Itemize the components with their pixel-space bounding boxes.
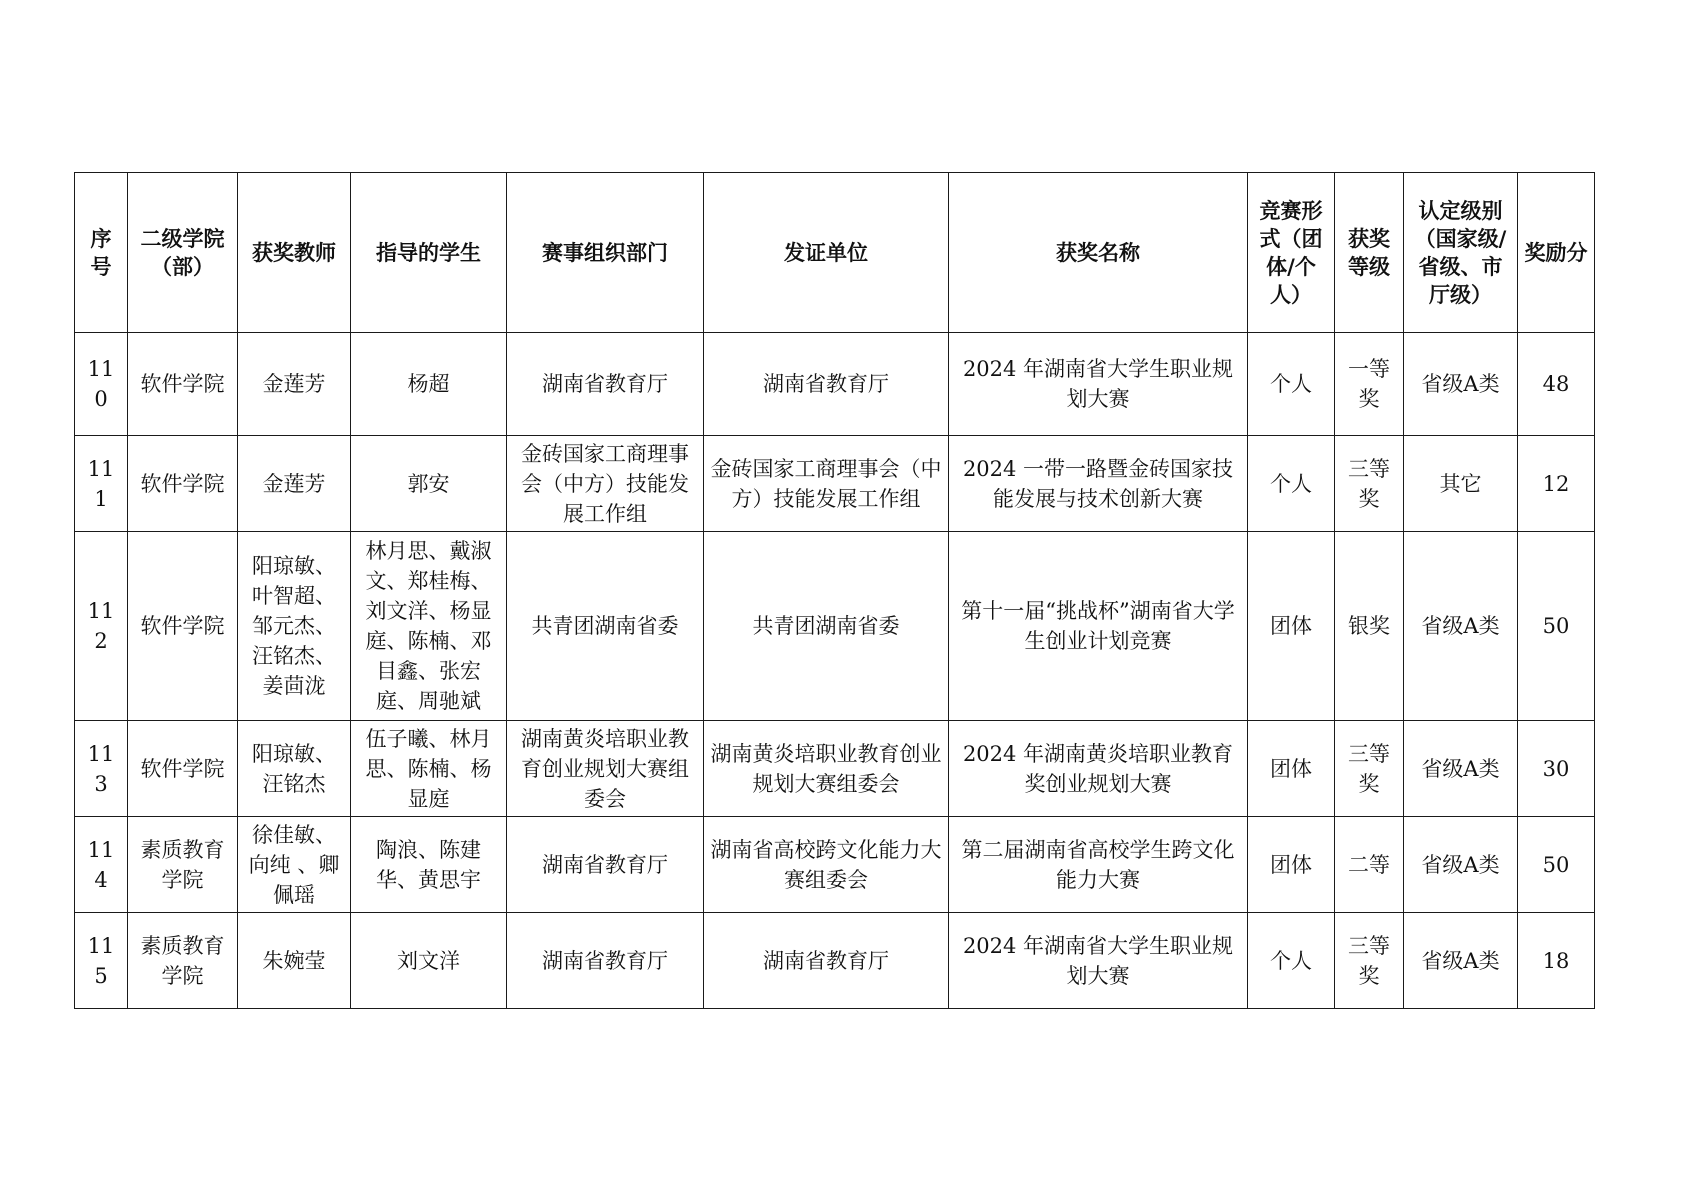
table-row [75, 913, 1595, 1009]
cell-college: 软件学院 [128, 333, 238, 436]
table-row [75, 817, 1595, 913]
cell-award-name: 第二届湖南省高校学生跨文化能力大赛 [949, 817, 1248, 913]
cell-award-name: 2024 一带一路暨金砖国家技能发展与技术创新大赛 [949, 436, 1248, 532]
cell-grade: 三等奖 [1335, 913, 1404, 1009]
cell-level: 省级A类 [1404, 333, 1518, 436]
cell-award-name: 第十一届“挑战杯”湖南省大学生创业计划竞赛 [949, 532, 1248, 721]
cell-seq: 110 [75, 333, 128, 436]
cell-level: 省级A类 [1404, 913, 1518, 1009]
cell-form: 团体 [1248, 532, 1335, 721]
header-college: 二级学院（部） [128, 173, 238, 333]
cell-form: 个人 [1248, 333, 1335, 436]
cell-award-name: 2024 年湖南省大学生职业规划大赛 [949, 913, 1248, 1009]
table-body [75, 333, 1595, 1009]
cell-organizer: 共青团湖南省委 [507, 532, 704, 721]
cell-form: 团体 [1248, 721, 1335, 817]
cell-organizer: 湖南省教育厅 [507, 913, 704, 1009]
cell-students: 杨超 [351, 333, 507, 436]
cell-grade: 二等 [1335, 817, 1404, 913]
cell-grade: 三等奖 [1335, 721, 1404, 817]
cell-issuer: 湖南省教育厅 [704, 333, 949, 436]
cell-score: 30 [1518, 721, 1595, 817]
cell-college: 软件学院 [128, 436, 238, 532]
cell-award-name: 2024 年湖南黄炎培职业教育奖创业规划大赛 [949, 721, 1248, 817]
cell-teacher: 徐佳敏、向纯 、卿佩瑶 [238, 817, 351, 913]
header-level: 认定级别（国家级/省级、市厅级） [1404, 173, 1518, 333]
cell-form: 个人 [1248, 913, 1335, 1009]
header-score: 奖励分 [1518, 173, 1595, 333]
cell-college: 软件学院 [128, 721, 238, 817]
header-issuer: 发证单位 [704, 173, 949, 333]
cell-grade: 一等奖 [1335, 333, 1404, 436]
table-row [75, 532, 1595, 721]
cell-level: 其它 [1404, 436, 1518, 532]
header-seq: 序号 [75, 173, 128, 333]
cell-issuer: 金砖国家工商理事会（中方）技能发展工作组 [704, 436, 949, 532]
cell-teacher: 阳琼敏、叶智超、邹元杰、汪铭杰、姜茴泷 [238, 532, 351, 721]
cell-level: 省级A类 [1404, 721, 1518, 817]
cell-college: 素质教育学院 [128, 913, 238, 1009]
cell-issuer: 共青团湖南省委 [704, 532, 949, 721]
cell-seq: 111 [75, 436, 128, 532]
table-row [75, 333, 1595, 436]
cell-score: 50 [1518, 817, 1595, 913]
cell-college: 素质教育学院 [128, 817, 238, 913]
cell-students: 陶浪、陈建华、黄思宇 [351, 817, 507, 913]
cell-award-name: 2024 年湖南省大学生职业规划大赛 [949, 333, 1248, 436]
cell-students: 郭安 [351, 436, 507, 532]
cell-organizer: 金砖国家工商理事会（中方）技能发展工作组 [507, 436, 704, 532]
cell-seq: 114 [75, 817, 128, 913]
cell-score: 18 [1518, 913, 1595, 1009]
cell-seq: 112 [75, 532, 128, 721]
table-row [75, 436, 1595, 532]
cell-organizer: 湖南省教育厅 [507, 333, 704, 436]
header-form: 竞赛形式（团体/个人） [1248, 173, 1335, 333]
cell-form: 个人 [1248, 436, 1335, 532]
cell-college: 软件学院 [128, 532, 238, 721]
cell-level: 省级A类 [1404, 817, 1518, 913]
cell-seq: 113 [75, 721, 128, 817]
cell-score: 12 [1518, 436, 1595, 532]
cell-level: 省级A类 [1404, 532, 1518, 721]
header-award-name: 获奖名称 [949, 173, 1248, 333]
cell-students: 伍子曦、林月思、陈楠、杨显庭 [351, 721, 507, 817]
cell-issuer: 湖南黄炎培职业教育创业规划大赛组委会 [704, 721, 949, 817]
cell-students: 林月思、戴淑文、郑桂梅、刘文洋、杨显庭、陈楠、邓目鑫、张宏庭、周驰斌 [351, 532, 507, 721]
cell-score: 50 [1518, 532, 1595, 721]
cell-form: 团体 [1248, 817, 1335, 913]
cell-seq: 115 [75, 913, 128, 1009]
cell-teacher: 金莲芳 [238, 333, 351, 436]
cell-organizer: 湖南省教育厅 [507, 817, 704, 913]
award-table [74, 172, 1595, 1009]
header-grade: 获奖等级 [1335, 173, 1404, 333]
table-row [75, 721, 1595, 817]
cell-grade: 银奖 [1335, 532, 1404, 721]
cell-issuer: 湖南省教育厅 [704, 913, 949, 1009]
header-row [75, 173, 1595, 333]
cell-teacher: 金莲芳 [238, 436, 351, 532]
cell-students: 刘文洋 [351, 913, 507, 1009]
cell-issuer: 湖南省高校跨文化能力大赛组委会 [704, 817, 949, 913]
cell-teacher: 朱婉莹 [238, 913, 351, 1009]
cell-grade: 三等奖 [1335, 436, 1404, 532]
cell-organizer: 湖南黄炎培职业教育创业规划大赛组委会 [507, 721, 704, 817]
header-organizer: 赛事组织部门 [507, 173, 704, 333]
table-header [75, 173, 1595, 333]
header-students: 指导的学生 [351, 173, 507, 333]
cell-score: 48 [1518, 333, 1595, 436]
cell-teacher: 阳琼敏、汪铭杰 [238, 721, 351, 817]
header-teacher: 获奖教师 [238, 173, 351, 333]
